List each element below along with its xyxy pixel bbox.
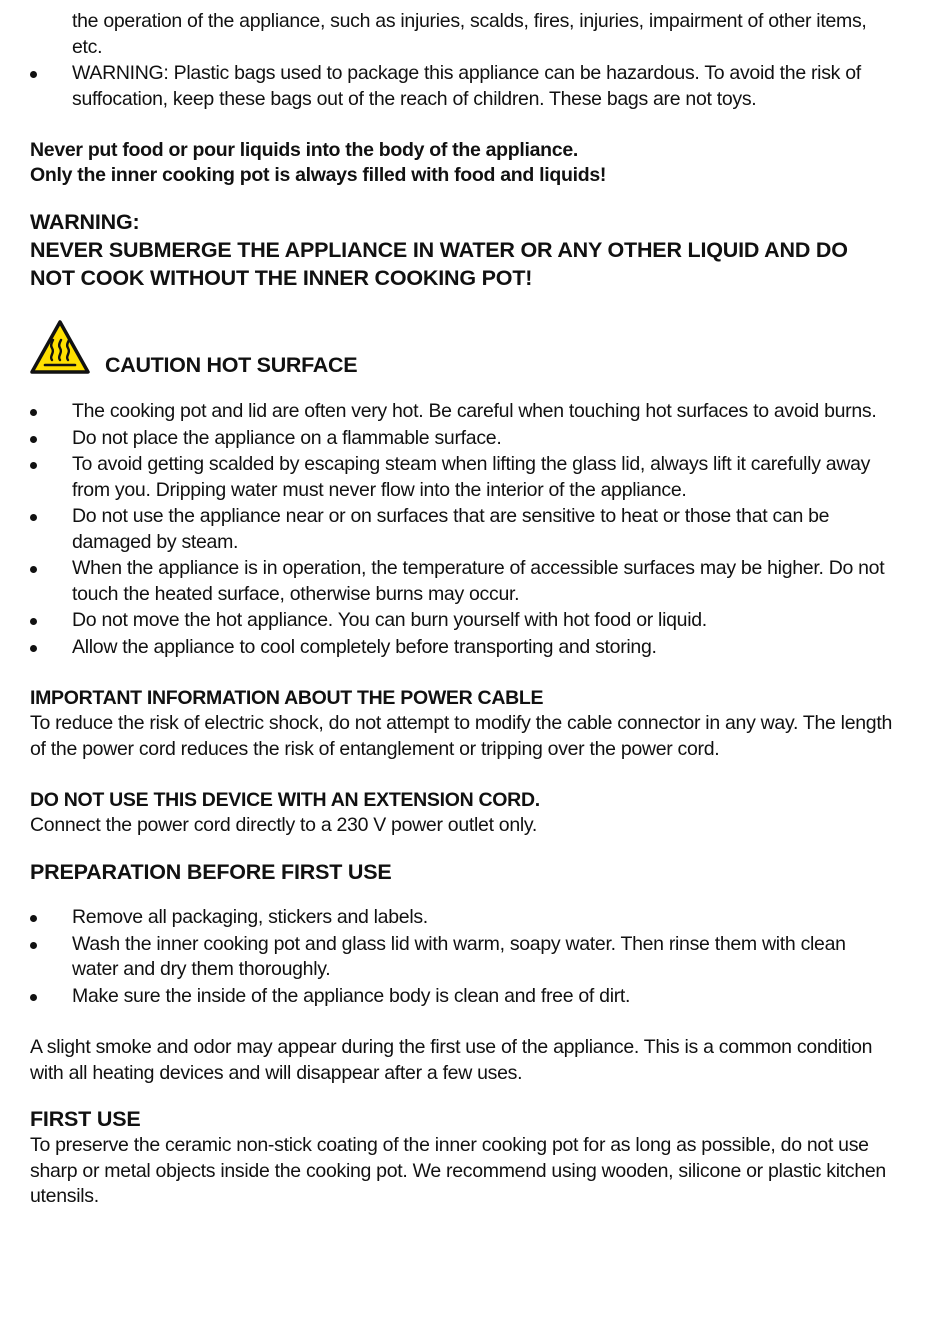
extension-cord-text: Connect the power cord directly to a 230 V power outlet only. bbox=[30, 814, 538, 836]
list-item-text: WARNING: Plastic bags used to package this appliance can be hazardous. To avoid the risk of suffocation, keep these bags out of the reach of children. These bags are not toys. bbox=[72, 62, 861, 110]
list-item bbox=[30, 905, 890, 931]
top-bullet-list bbox=[30, 61, 890, 113]
extension-cord-heading: DO NOT USE THIS DEVICE WITH AN EXTENSION CORD. bbox=[30, 789, 540, 811]
list-item bbox=[30, 608, 890, 634]
list-item-text: Make sure the inside of the appliance body is clean and free of dirt. bbox=[72, 984, 631, 1007]
preparation-note: A slight smoke and odor may appear during the first use of the appliance. This is a common condition with all heating devices and will disappear after a few uses. bbox=[30, 1036, 873, 1084]
bullet-icon bbox=[30, 994, 37, 1001]
list-item-text: To avoid getting scalded by escaping steam when lifting the glass lid, always lift it carefully away from you. Dripping water must never flow into the interior of the appliance. bbox=[72, 453, 871, 501]
first-use-heading: FIRST USE bbox=[30, 1107, 141, 1131]
warning-text: NEVER SUBMERGE THE APPLIANCE IN WATER OR ANY OTHER LIQUID AND DO NOT COOK WITHOUT THE INNER COOKING POT! bbox=[30, 238, 848, 290]
bullet-icon bbox=[30, 71, 37, 78]
warning-label: WARNING: bbox=[30, 210, 140, 234]
power-cable-text: To reduce the risk of electric shock, do not attempt to modify the cable connector in any way. The length of the power cord reduces the risk of entanglement or tripping over the power cord. bbox=[30, 712, 893, 760]
hot-surface-warning-icon bbox=[30, 320, 90, 374]
bullet-icon bbox=[30, 462, 37, 469]
list-item-text: Remove all packaging, stickers and labels. bbox=[72, 906, 428, 928]
bullet-icon bbox=[30, 915, 37, 922]
top-continuation-text: the operation of the appliance, such as injuries, scalds, fires, injuries, impairment of other items, etc. bbox=[72, 10, 867, 58]
list-item bbox=[30, 61, 890, 112]
list-item bbox=[30, 399, 890, 425]
list-item bbox=[30, 452, 890, 503]
caution-title: CAUTION HOT SURFACE bbox=[105, 353, 358, 377]
preparation-bullet-list bbox=[30, 905, 890, 1010]
list-item-text: When the appliance is in operation, the temperature of accessible surfaces may be higher. Do not touch the heated surface, otherwise burns may occur. bbox=[72, 557, 885, 605]
list-item bbox=[30, 504, 890, 555]
bold-note-line-1: Never put food or pour liquids into the body of the appliance. bbox=[30, 139, 578, 161]
list-item bbox=[30, 426, 890, 452]
bullet-icon bbox=[30, 645, 37, 652]
power-cable-heading: IMPORTANT INFORMATION ABOUT THE POWER CABLE bbox=[30, 687, 544, 709]
caution-header bbox=[30, 320, 630, 380]
list-item bbox=[30, 984, 890, 1010]
list-item-text: The cooking pot and lid are often very hot. Be careful when touching hot surfaces to avoid burns. bbox=[72, 400, 877, 422]
bold-note-line-2: Only the inner cooking pot is always filled with food and liquids! bbox=[30, 164, 607, 186]
list-item bbox=[30, 932, 890, 983]
bullet-icon bbox=[30, 618, 37, 625]
list-item-text: Do not place the appliance on a flammable surface. bbox=[72, 426, 502, 449]
list-item-text: Do not use the appliance near or on surfaces that are sensitive to heat or those that can be damaged by steam. bbox=[72, 505, 830, 553]
bullet-icon bbox=[30, 566, 37, 573]
preparation-heading: PREPARATION BEFORE FIRST USE bbox=[30, 860, 392, 884]
first-use-text: To preserve the ceramic non-stick coating of the inner cooking pot for as long as possible, do not use sharp or metal objects inside the cooking pot. We recommend using wooden, silicone or plastic kitchen utensils. bbox=[30, 1134, 886, 1207]
bullet-icon bbox=[30, 514, 37, 521]
caution-bullet-list bbox=[30, 399, 890, 661]
list-item bbox=[30, 635, 890, 661]
list-item-text: Do not move the hot appliance. You can burn yourself with hot food or liquid. bbox=[72, 609, 707, 631]
bullet-icon bbox=[30, 942, 37, 949]
bullet-icon bbox=[30, 436, 37, 443]
bullet-icon bbox=[30, 409, 37, 416]
list-item bbox=[30, 556, 890, 607]
list-item-text: Allow the appliance to cool completely before transporting and storing. bbox=[72, 635, 657, 658]
list-item-text: Wash the inner cooking pot and glass lid with warm, soapy water. Then rinse them with clean water and dry them thoroughly. bbox=[72, 932, 846, 980]
